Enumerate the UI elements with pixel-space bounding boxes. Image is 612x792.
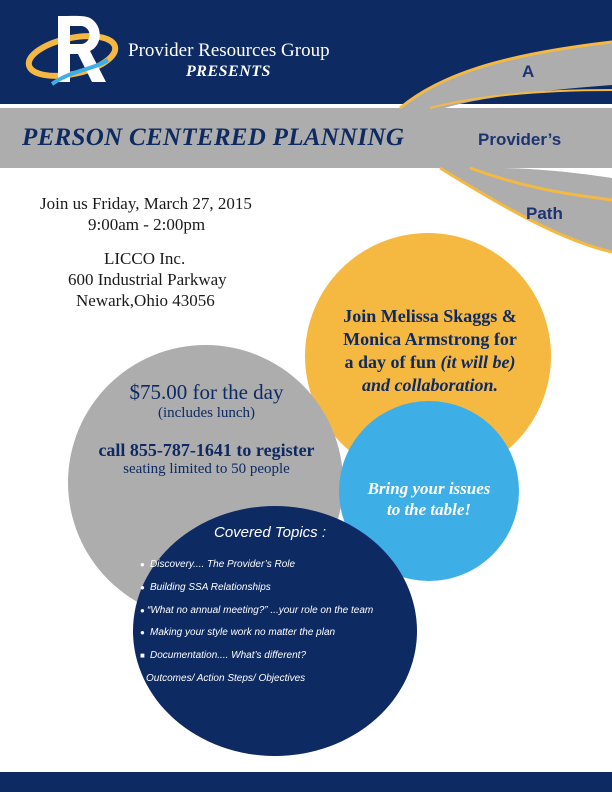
event-title: PERSON CENTERED PLANNING [22,124,405,151]
r-logo-icon [22,8,122,88]
topics-list [137,557,417,694]
presents-label: PRESENTS [186,63,271,80]
event-time: 9:00am - 2:00pm [88,215,206,234]
topics-heading: Covered Topics : [214,524,327,541]
organization-name: Provider Resources Group [128,40,330,61]
callout-line-1: Bring your issues [367,479,491,498]
event-date: Join us Friday, March 27, 2015 [40,194,252,213]
price-label: $75.00 for the day [129,380,284,404]
topic-text: “What no annual meeting?” ...your role on the team [147,604,374,616]
list-item [137,671,417,694]
bullet-icon: ● [140,605,145,615]
bullet-icon: ● [137,673,142,683]
list-item [137,603,417,626]
hosts-line-4: and collaboration. [361,375,499,395]
callout-line-2: to the table! [386,500,472,519]
list-item [137,580,417,603]
topic-text: Documentation.... What’s different? [150,650,307,662]
callout-text [344,478,514,520]
pricing-info [80,380,333,478]
venue-city: Newark,Ohio 43056 [76,291,215,310]
bullet-icon: ● [140,560,145,569]
path-word-a: A [522,62,535,81]
bullet-icon: ● [140,628,145,638]
list-item [137,625,417,648]
price-note: (includes lunch) [157,405,256,421]
topic-text: Discovery.... The Provider’s Role [150,559,296,570]
venue-street: 600 Industrial Parkway [68,270,227,289]
hosts-line-3-text: a day of fun [344,352,441,372]
seating-note: seating limited to 50 people [123,461,290,477]
hosts-line-3 [310,351,550,374]
hosts-line-1: Join Melissa Skaggs & [343,306,517,326]
bullet-icon: ● [140,582,145,592]
bullet-icon: ■ [140,651,145,661]
path-word-providers: Provider’s [478,130,562,149]
venue-address [68,248,227,311]
list-item [137,648,417,671]
list-item [137,557,417,580]
hosts-message [310,305,550,397]
hosts-line-2: Monica Armstrong for [343,329,517,349]
footer-bar [0,772,612,792]
path-word-path: Path [526,204,563,223]
hosts-aside: (it will be) [440,352,516,372]
topic-text: Outcomes/ Action Steps/ Objectives [146,672,306,684]
event-datetime [40,193,252,235]
register-phone: call 855-787-1641 to register [98,440,315,460]
venue-name: LICCO Inc. [104,249,186,268]
topic-text: Building SSA Relationships [150,581,271,593]
topic-text: Making your style work no matter the plan [150,627,336,639]
